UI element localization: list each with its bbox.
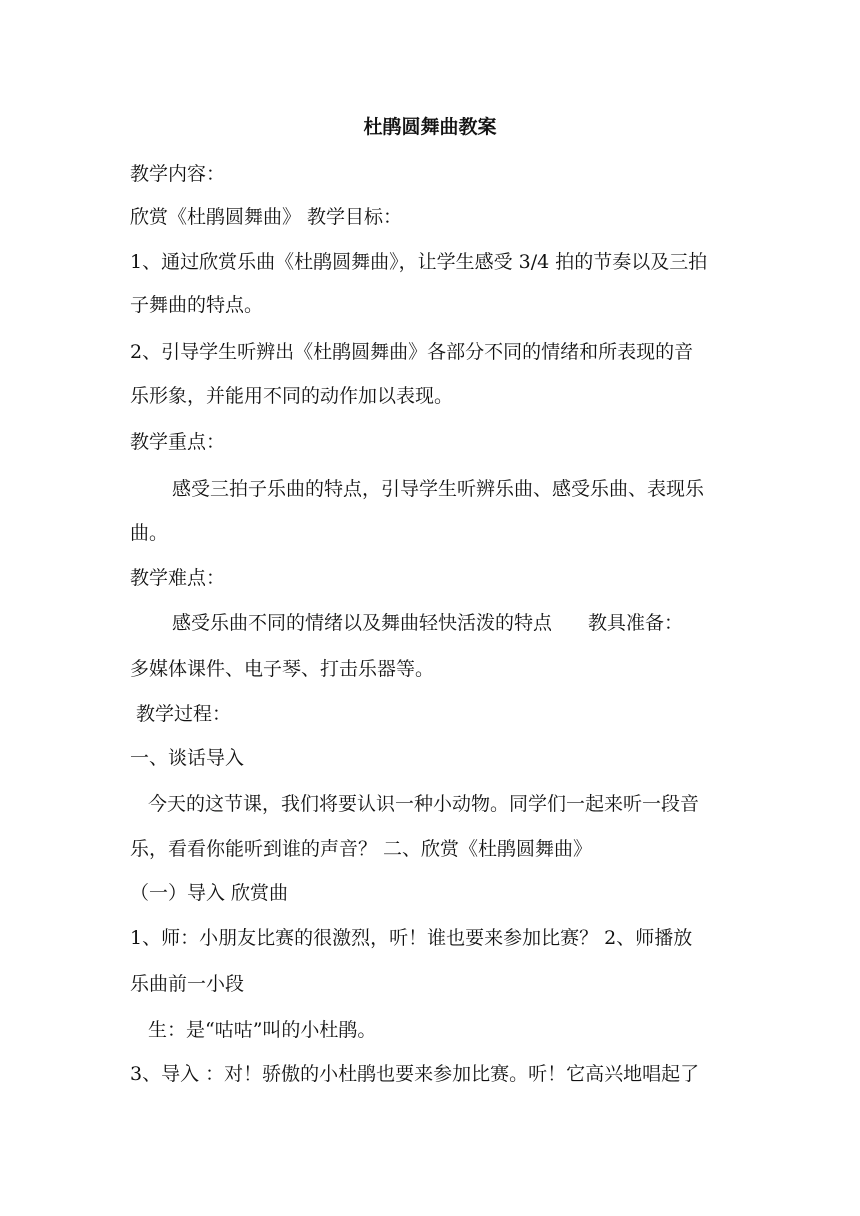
document-title: 杜鹃圆舞曲教案: [363, 116, 497, 138]
text-line: 2、引导学生听辨出《杜鹃圆舞曲》各部分不同的情绪和所表现的音: [130, 341, 694, 363]
text-line: 1、通过欣赏乐曲《杜鹃圆舞曲》，让学生感受 3/4 拍的节奏以及三拍: [130, 251, 708, 273]
text-line: 曲。: [130, 522, 169, 544]
text-line: 3、导入 ：对！骄傲的小杜鹃也要来参加比赛。听！它高兴地唱起了: [130, 1063, 700, 1085]
text-line: 1、师：小朋友比赛的很激烈，听！谁也要来参加比赛？ 2、师播放: [130, 927, 693, 949]
text-line: 一、谈话导入: [130, 747, 245, 769]
text-line: 教学过程：: [136, 703, 232, 725]
text-segment: 感受乐曲不同的情绪以及舞曲轻快活泼的特点: [172, 612, 553, 634]
text-line: 乐曲前一小段: [130, 973, 245, 995]
text-line: 乐形象，并能用不同的动作加以表现。: [130, 385, 454, 407]
text-line: （一）导入 欣赏曲: [130, 882, 289, 904]
text-line-group: [172, 608, 782, 638]
text-line: 教学重点：: [130, 431, 226, 453]
text-line: 教学难点：: [130, 567, 226, 589]
text-line: 今天的这节课，我们将要认识一种小动物。同学们一起来听一段音: [148, 793, 700, 815]
text-line: 教学内容：: [130, 163, 226, 185]
text-line: 多媒体课件、电子琴、打击乐器等。: [130, 658, 435, 680]
text-line: 感受三拍子乐曲的特点，引导学生听辨乐曲、感受乐曲、表现乐: [172, 478, 705, 500]
text-segment: 教具准备：: [588, 612, 684, 634]
text-line: 子舞曲的特点。: [130, 294, 264, 316]
text-line: 生：是“咕咕”叫的小杜鹃。: [148, 1019, 377, 1041]
text-line: 欣赏《杜鹃圆舞曲》 教学目标：: [130, 206, 403, 228]
text-line: 乐，看看你能听到谁的声音？ 二、欣赏《杜鹃圆舞曲》: [130, 838, 593, 860]
